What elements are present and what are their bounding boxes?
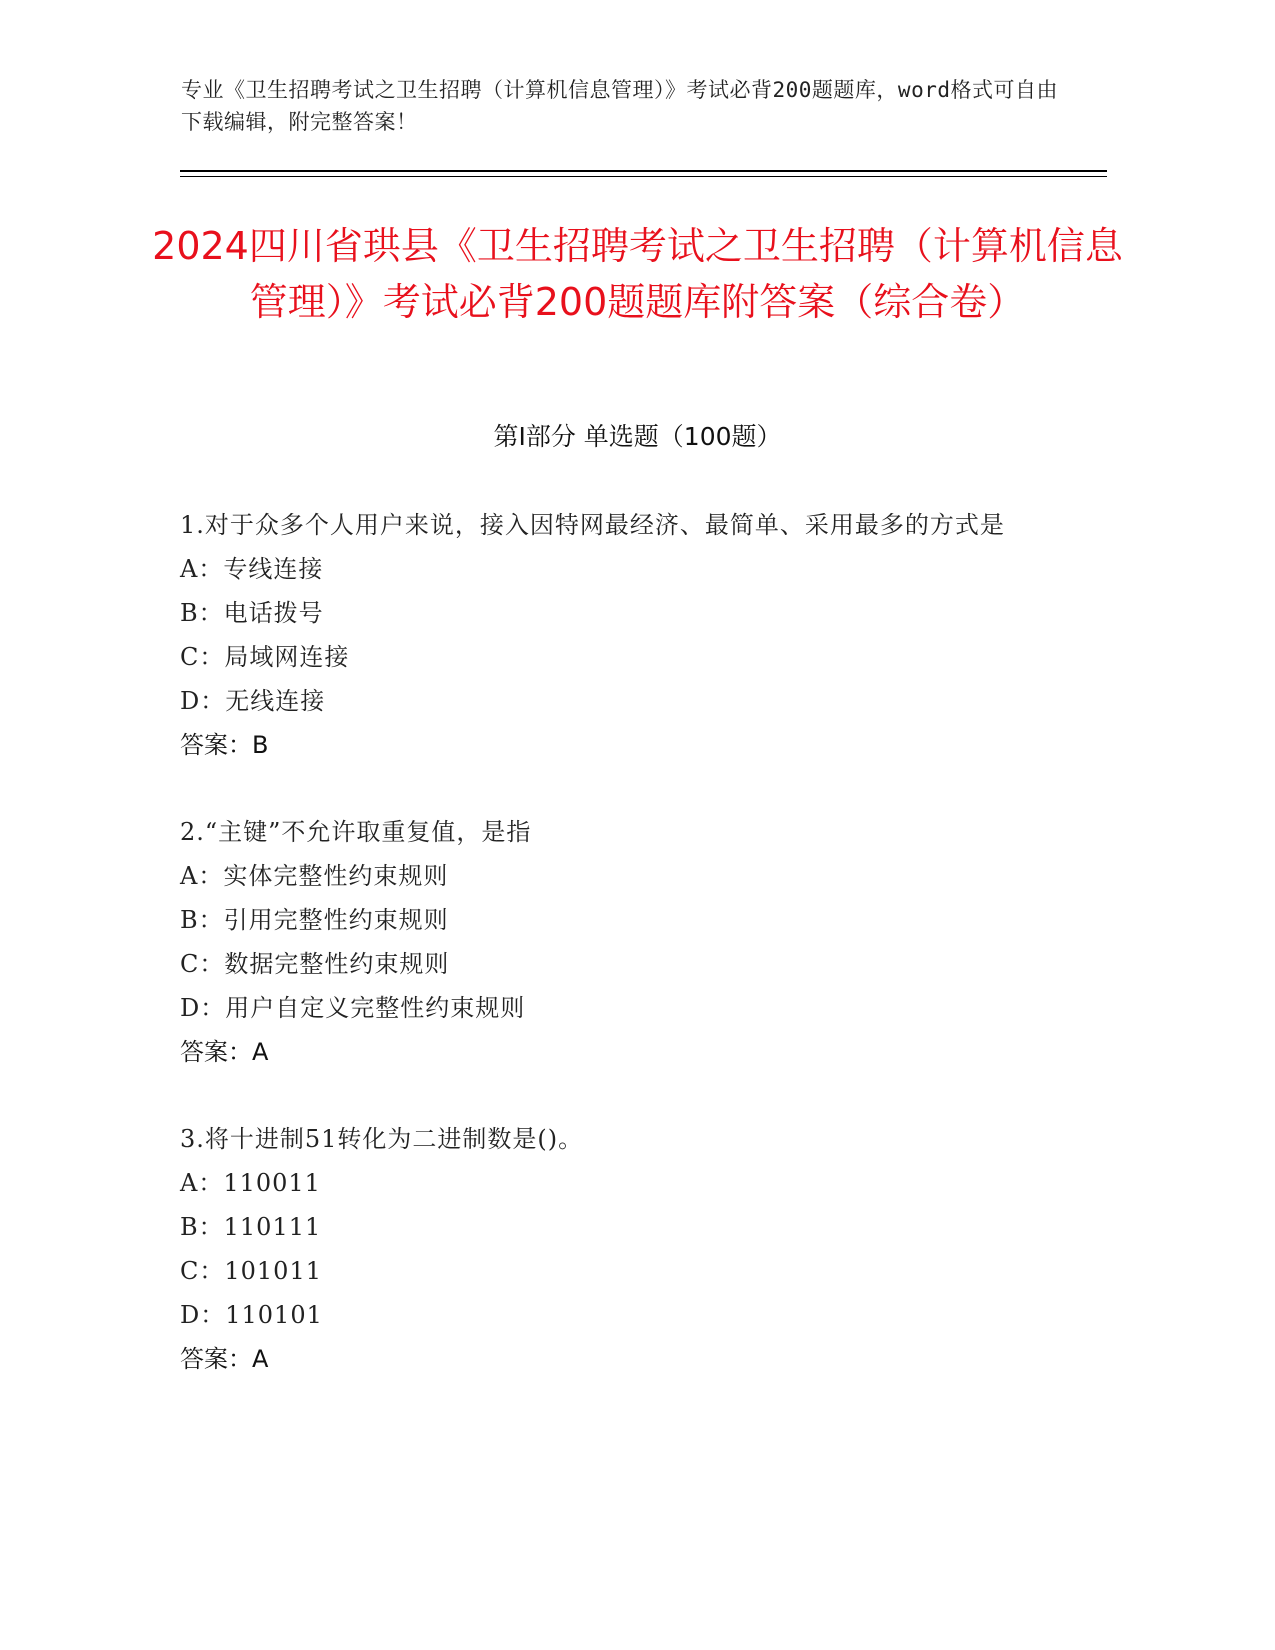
question-list bbox=[180, 503, 1040, 1424]
answer-line: 答案：A bbox=[180, 1345, 269, 1373]
answer-line: 答案：A bbox=[180, 1038, 269, 1066]
question-3 bbox=[180, 1117, 1040, 1381]
option-d: D：无线连接 bbox=[180, 687, 326, 715]
option-b: B：引用完整性约束规则 bbox=[180, 906, 449, 934]
answer-line: 答案：B bbox=[180, 731, 269, 759]
option-c: C：101011 bbox=[180, 1257, 322, 1285]
document-title: 2024四川省珙县《卫生招聘考试之卫生招聘（计算机信息管理）》考试必背200题题库附答案（综合卷） bbox=[152, 224, 1123, 324]
option-d: D：110101 bbox=[180, 1301, 323, 1329]
question-text: 2.“主键”不允许取重复值，是指 bbox=[180, 818, 532, 846]
option-a: A：专线连接 bbox=[180, 555, 324, 583]
question-1 bbox=[180, 503, 1040, 767]
header-note: 专业《卫生招聘考试之卫生招聘（计算机信息管理）》考试必背200题题库，word格式可自由下载编辑，附完整答案！ bbox=[181, 78, 1058, 134]
option-c: C：局域网连接 bbox=[180, 643, 350, 671]
header-divider-thin bbox=[180, 176, 1107, 177]
section-title: 第Ⅰ部分 单选题（100题） bbox=[493, 422, 782, 451]
question-text: 1.对于众多个人用户来说，接入因特网最经济、最简单、采用最多的方式是 bbox=[180, 511, 1005, 539]
option-b: B：电话拨号 bbox=[180, 599, 324, 627]
option-a: A：实体完整性约束规则 bbox=[180, 862, 449, 890]
option-d: D：用户自定义完整性约束规则 bbox=[180, 994, 526, 1022]
option-a: A：110011 bbox=[180, 1169, 321, 1197]
option-c: C：数据完整性约束规则 bbox=[180, 950, 450, 978]
question-2 bbox=[180, 810, 1040, 1074]
option-b: B：110111 bbox=[180, 1213, 322, 1241]
header-divider-thick bbox=[180, 170, 1107, 172]
question-text: 3.将十进制51转化为二进制数是()。 bbox=[180, 1125, 584, 1153]
